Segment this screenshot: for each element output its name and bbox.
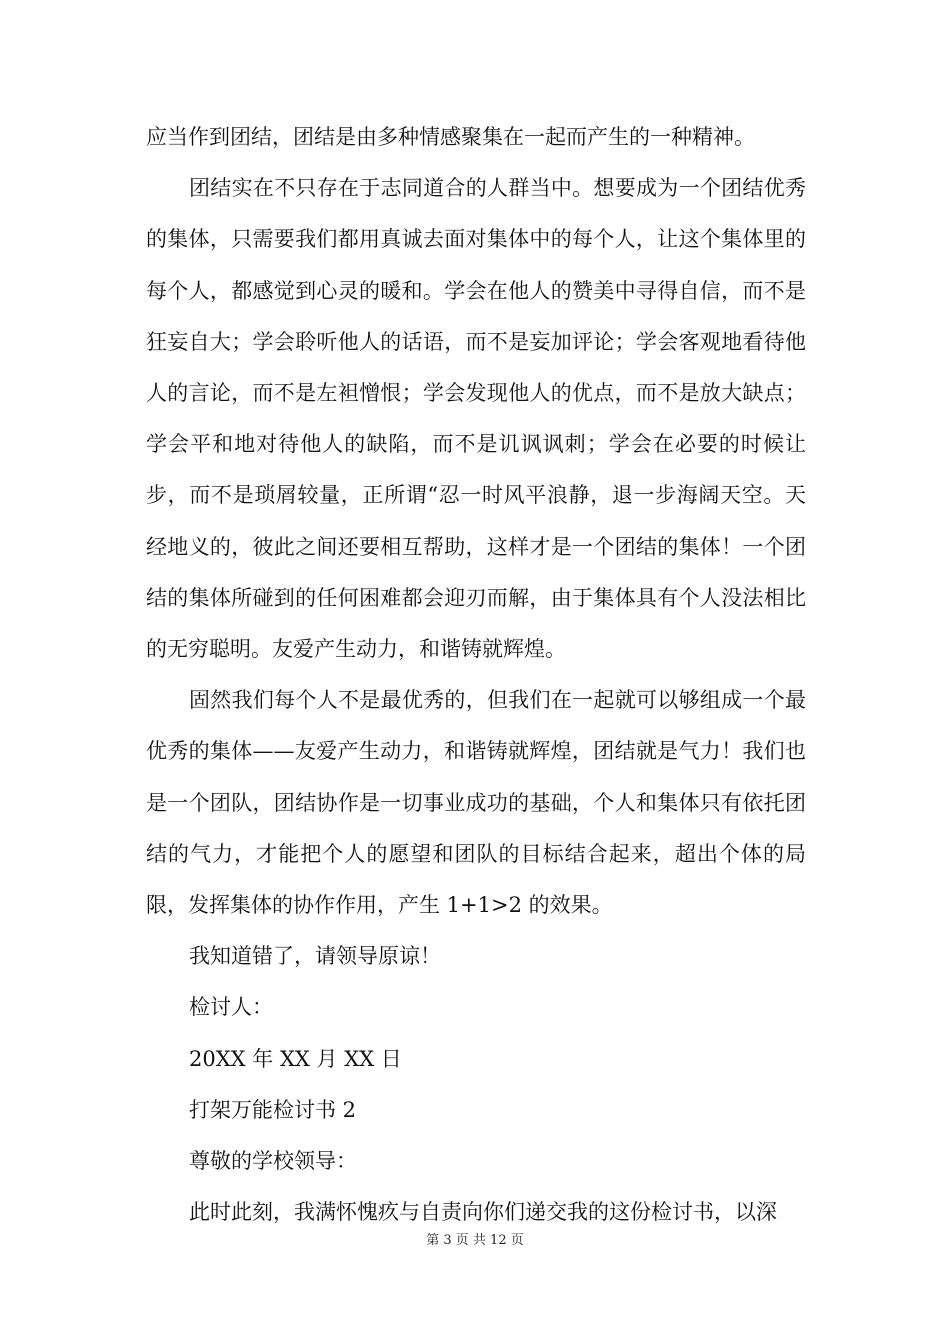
page-footer: [0, 1233, 950, 1249]
reviewer-line: 检讨人：: [189, 995, 273, 1020]
paragraph-team: 固然我们每个人不是最优秀的，但我们在一起就可以够组成一个最优秀的集体——友爱产生动力，和谐铸就辉煌，团结就是气力！我们也是一个团队，团结协作是一切事业成功的基础，个人和集体只有依托团结的气力，才能把个人的愿望和团队的目标结合起来，超出个体的局限，发挥集体的协作作用，产生 1+1>2 的效果。: [146, 688, 806, 918]
document-body: [146, 112, 806, 1238]
paragraph-continued: 应当作到团结，团结是由多种情感聚集在一起而产生的一种精神。: [146, 125, 755, 149]
section-title: 打架万能检讨书 2: [189, 1097, 357, 1122]
date-line: 20XX 年 XX 月 XX 日: [189, 1046, 402, 1071]
salutation-line: 尊敬的学校领导：: [189, 1149, 357, 1174]
apology-line: 我知道错了，请领导原谅！: [189, 944, 441, 969]
page-number-label: 第 3 页 共 12 页: [426, 1233, 524, 1248]
paragraph-unity: 团结实在不只存在于志同道合的人群当中。想要成为一个团结优秀的集体，只需要我们都用真诚去面对集体中的每个人，让这个集体里的每个人，都感觉到心灵的暖和。学会在他人的赞美中寻得自信，而不是狂妄自大；学会聆听他人的话语，而不是妄加评论；学会客观地看待他人的言论，而不是左袒憎恨；学会发现他人的优点，而不是放大缺点；学会平和地对待他人的缺陷，而不是讥讽讽刺；学会在必要的时候让步，而不是琐屑较量，正所谓“忍一时风平浪静，退一步海阔天空。天经地义的，彼此之间还要相互帮助，这样才是一个团结的集体！一个团结的集体所碰到的任何困难都会迎刃而解，由于集体具有个人没法相比的无穷聪明。友爱产生动力，和谐铸就辉煌。: [146, 176, 806, 662]
opening-line: 此时此刻，我满怀愧疚与自责向你们递交我的这份检讨书，以深: [189, 1200, 777, 1225]
